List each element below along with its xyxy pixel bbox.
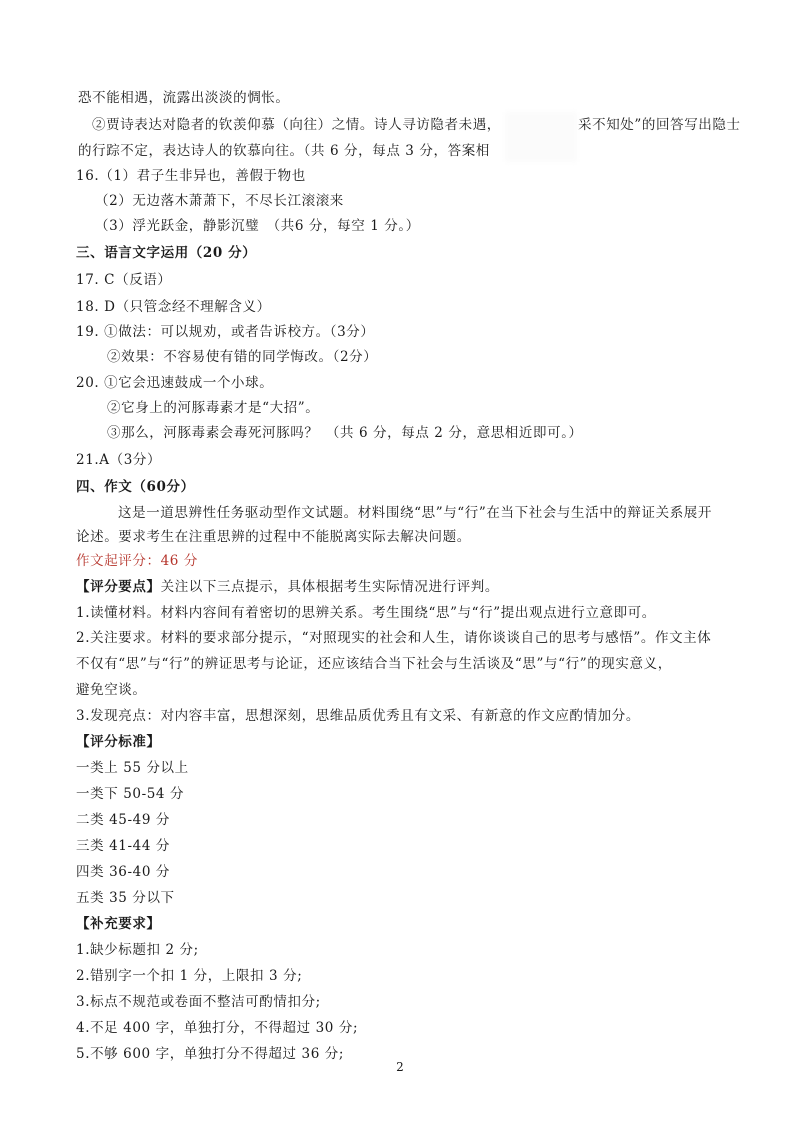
answer-line: ②效果：不容易使有错的同学悔改。（2分） xyxy=(107,349,378,365)
rule-line: 3.标点不规范或卷面不整洁可酌情扣分; xyxy=(76,994,321,1010)
section-heading: 三、语言文字运用（20 分） xyxy=(76,245,257,261)
text-fragment: 关注以下三点提示，具体根据考生实际情况进行评判。 xyxy=(160,579,500,595)
bracket-heading: 【补充要求】 xyxy=(76,916,161,932)
text-fragment: ②贾诗表达对隐者的钦羡仰慕（向往）之情。诗人寻访隐者未遇， xyxy=(92,117,501,133)
answer-line: 19. ①做法：可以规劝，或者告诉校方。（3分） xyxy=(76,324,375,340)
answer-line: 21.A（3分） xyxy=(76,452,162,468)
answer-line: 17. C（反语） xyxy=(76,272,172,288)
grade-line: 一类上 55 分以上 xyxy=(76,760,189,776)
grade-line: 二类 45-49 分 xyxy=(76,812,171,828)
text-line: 16.（1）君子生非异也，善假于物也 xyxy=(76,168,306,184)
paragraph-line: 这是一道思辨性任务驱动型作文试题。材料围绕“思”与“行”在当下社会与生活中的辩证关系展开 xyxy=(118,505,713,521)
rule-line: 2.错别字一个扣 1 分，上限扣 3 分; xyxy=(76,968,303,984)
bracket-heading: 【评分要点】 xyxy=(76,579,161,595)
rule-line: 5.不够 600 字，单独打分不得超过 36 分; xyxy=(76,1046,345,1062)
section-heading: 四、作文（60分） xyxy=(76,479,195,495)
start-score-line: 作文起评分：46 分 xyxy=(76,553,198,569)
grade-line: 一类下 50-54 分 xyxy=(76,786,185,802)
smudge xyxy=(505,112,577,162)
paragraph-line: 论述。要求考生在注重思辨的过程中不能脱离实际去解决问题。 xyxy=(76,529,471,545)
bracket-heading: 【评分标准】 xyxy=(76,734,161,750)
text-line: 恐不能相遇，流露出淡淡的惆怅。 xyxy=(78,90,290,106)
grade-line: 四类 36-40 分 xyxy=(76,864,171,880)
text-fragment xyxy=(560,141,730,161)
paragraph-line: 避免空谈。 xyxy=(76,682,147,698)
paragraph-line: 不仅有“思”与“行”的辨证思考与论证，还应该结合当下社会与生活谈及“思”与“行”的现实意义， xyxy=(76,656,672,672)
page-number: 2 xyxy=(396,1060,404,1074)
paragraph-line: 2.关注要求。材料的要求部分提示，“对照现实的社会和人生，请你谈谈自己的思考与感悟”。作文主体 xyxy=(76,630,712,646)
paragraph-line: 1.读懂材料。材料内容间有着密切的思辨关系。考生围绕“思”与“行”提出观点进行立意即可。 xyxy=(76,605,656,621)
rule-line: 1.缺少标题扣 2 分; xyxy=(76,942,199,958)
text-line xyxy=(76,577,730,597)
answer-line: 18. D（只管念经不理解含义） xyxy=(76,299,271,315)
answer-line: 20. ①它会迅速鼓成一个小球。 xyxy=(76,375,274,391)
rule-line: 4.不足 400 字，单独打分，不得超过 30 分; xyxy=(76,1020,359,1036)
text-line: （3）浮光跃金，静影沉璧 （共6 分，每空 1 分。） xyxy=(95,218,420,234)
text-fragment: 采不知处”的回答写出隐士 xyxy=(578,117,741,133)
grade-line: 三类 41-44 分 xyxy=(76,838,171,854)
answer-line: ②它身上的河豚毒素才是“大招”。 xyxy=(107,400,320,416)
text-line: （2）无边落木萧萧下，不尽长江滚滚来 xyxy=(95,193,344,209)
text-line: 的行踪不定，表达诗人的钦慕向往。（共 6 分，每点 3 分，答案相 xyxy=(78,143,490,159)
paragraph-line: 3.发现亮点：对内容丰富，思想深刻，思维品质优秀且有文采、有新意的作文应酌情加分。 xyxy=(76,708,640,724)
grade-line: 五类 35 分以下 xyxy=(76,890,175,906)
answer-line: ③那么，河豚毒素会毒死河豚吗？ （共 6 分，每点 2 分，意思相近即可。） xyxy=(107,425,583,441)
